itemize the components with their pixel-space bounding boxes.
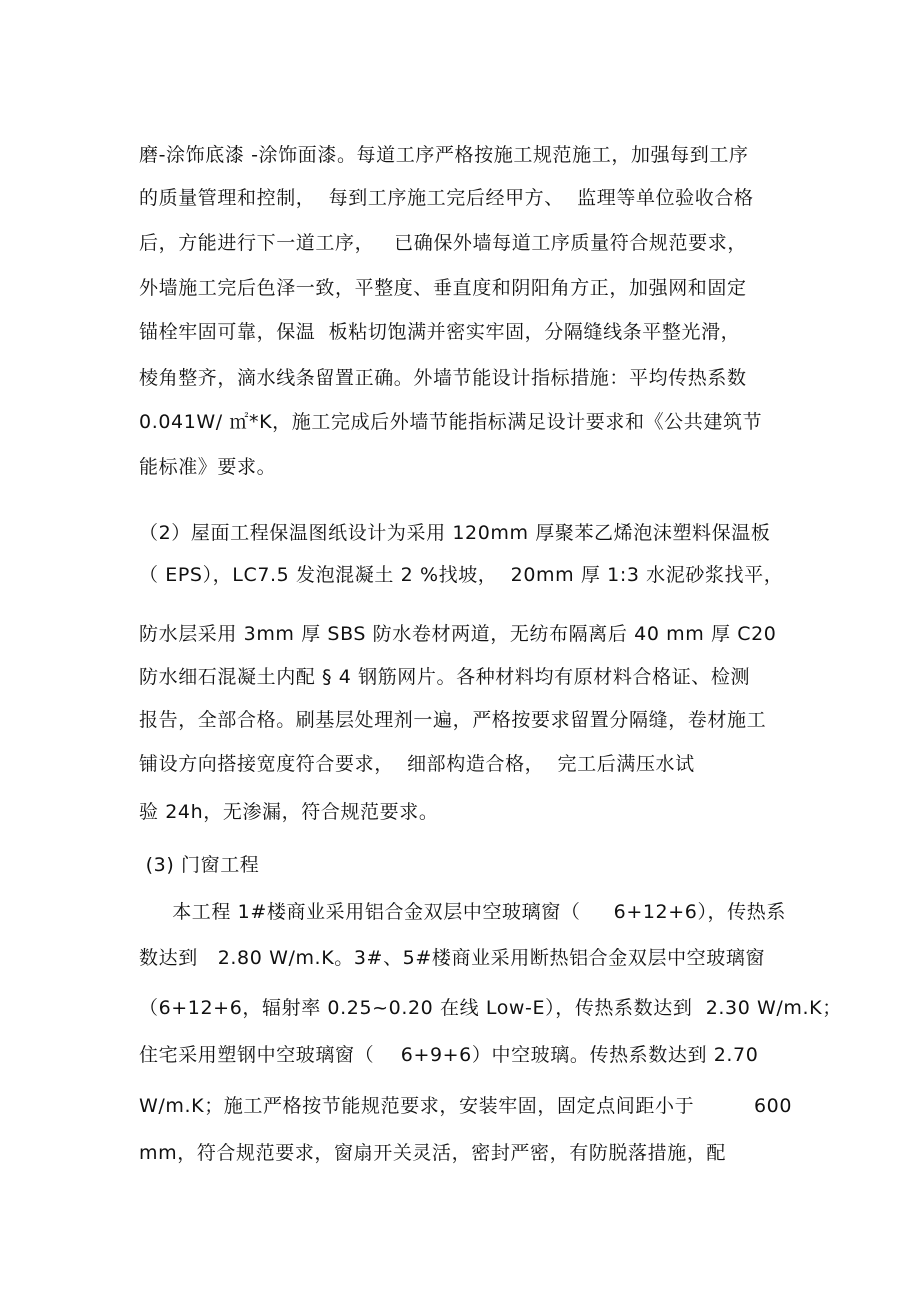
text-line: 外墙施工完后色泽一致，平整度、垂直度和阴阳角方正，加强网和固定	[139, 277, 747, 299]
text-line: 报告，全部合格。刷基层处理剂一遍，严格按要求留置分隔缝，卷材施工	[139, 709, 767, 731]
text-line: 本工程 1#楼商业采用铝合金双层中空玻璃窗（ 6+12+6），传热系	[139, 901, 786, 923]
text-line: 铺设方向搭接宽度符合要求， 细部构造合格， 完工后满压水试	[139, 753, 695, 775]
text-line: 能标准》要求。	[139, 456, 277, 478]
text-line: （2）屋面工程保温图纸设计为采用 120mm 厚聚苯乙烯泡沫塑料保温板	[139, 522, 771, 544]
text-line: 锚栓牢固可靠，保温 板粘切饱满并密实牢固，分隔缝线条平整光滑，	[139, 321, 741, 343]
text-line: 数达到 2.80 W/m.K。3#、5#楼商业采用断热铝合金双层中空玻璃窗	[139, 947, 766, 969]
text-line: 后，方能进行下一道工序， 已确保外墙每道工序质量符合规范要求，	[139, 232, 747, 254]
text-line: 住宅采用塑钢中空玻璃窗（ 6+9+6）中空玻璃。传热系数达到 2.70	[139, 1044, 759, 1066]
text-line: 防水层采用 3mm 厚 SBS 防水卷材两道，无纺布隔离后 40 mm 厚 C20	[139, 623, 777, 645]
text-line: 防水细石混凝土内配 § 4 钢筋网片。各种材料均有原材料合格证、检测	[139, 666, 751, 688]
text-line: mm，符合规范要求，窗扇开关灵活，密封严密，有防脱落措施，配	[139, 1142, 727, 1164]
text-line: （ EPS），LC7.5 发泡混凝土 2 %找坡， 20mm 厚 1:3 水泥砂浆找平，	[139, 564, 784, 586]
text-line: （6+12+6，辐射率 0.25~0.20 在线 Low-E），传热系数达到 2.30 W/m.K；	[139, 997, 842, 1019]
text-line: 验 24h，无渗漏，符合规范要求。	[139, 801, 439, 823]
text-line: 磨-涂饰底漆 -涂饰面漆。每道工序严格按施工规范施工，加强每到工序	[139, 144, 749, 166]
text-line: W/m.K；施工严格按节能规范要求，安装牢固，固定点间距小于 600	[139, 1095, 793, 1117]
text-line: 棱角整齐，滴水线条留置正确。外墙节能设计指标措施：平均传热系数	[139, 367, 747, 389]
text-line: 的质量管理和控制， 每到工序施工完后经甲方、 监理等单位验收合格	[139, 187, 754, 209]
section-heading: (3) 门窗工程	[139, 854, 260, 876]
text-line: 0.041W/ ㎡*K，施工完成后外墙节能指标满足设计要求和《公共建筑节	[139, 411, 763, 433]
